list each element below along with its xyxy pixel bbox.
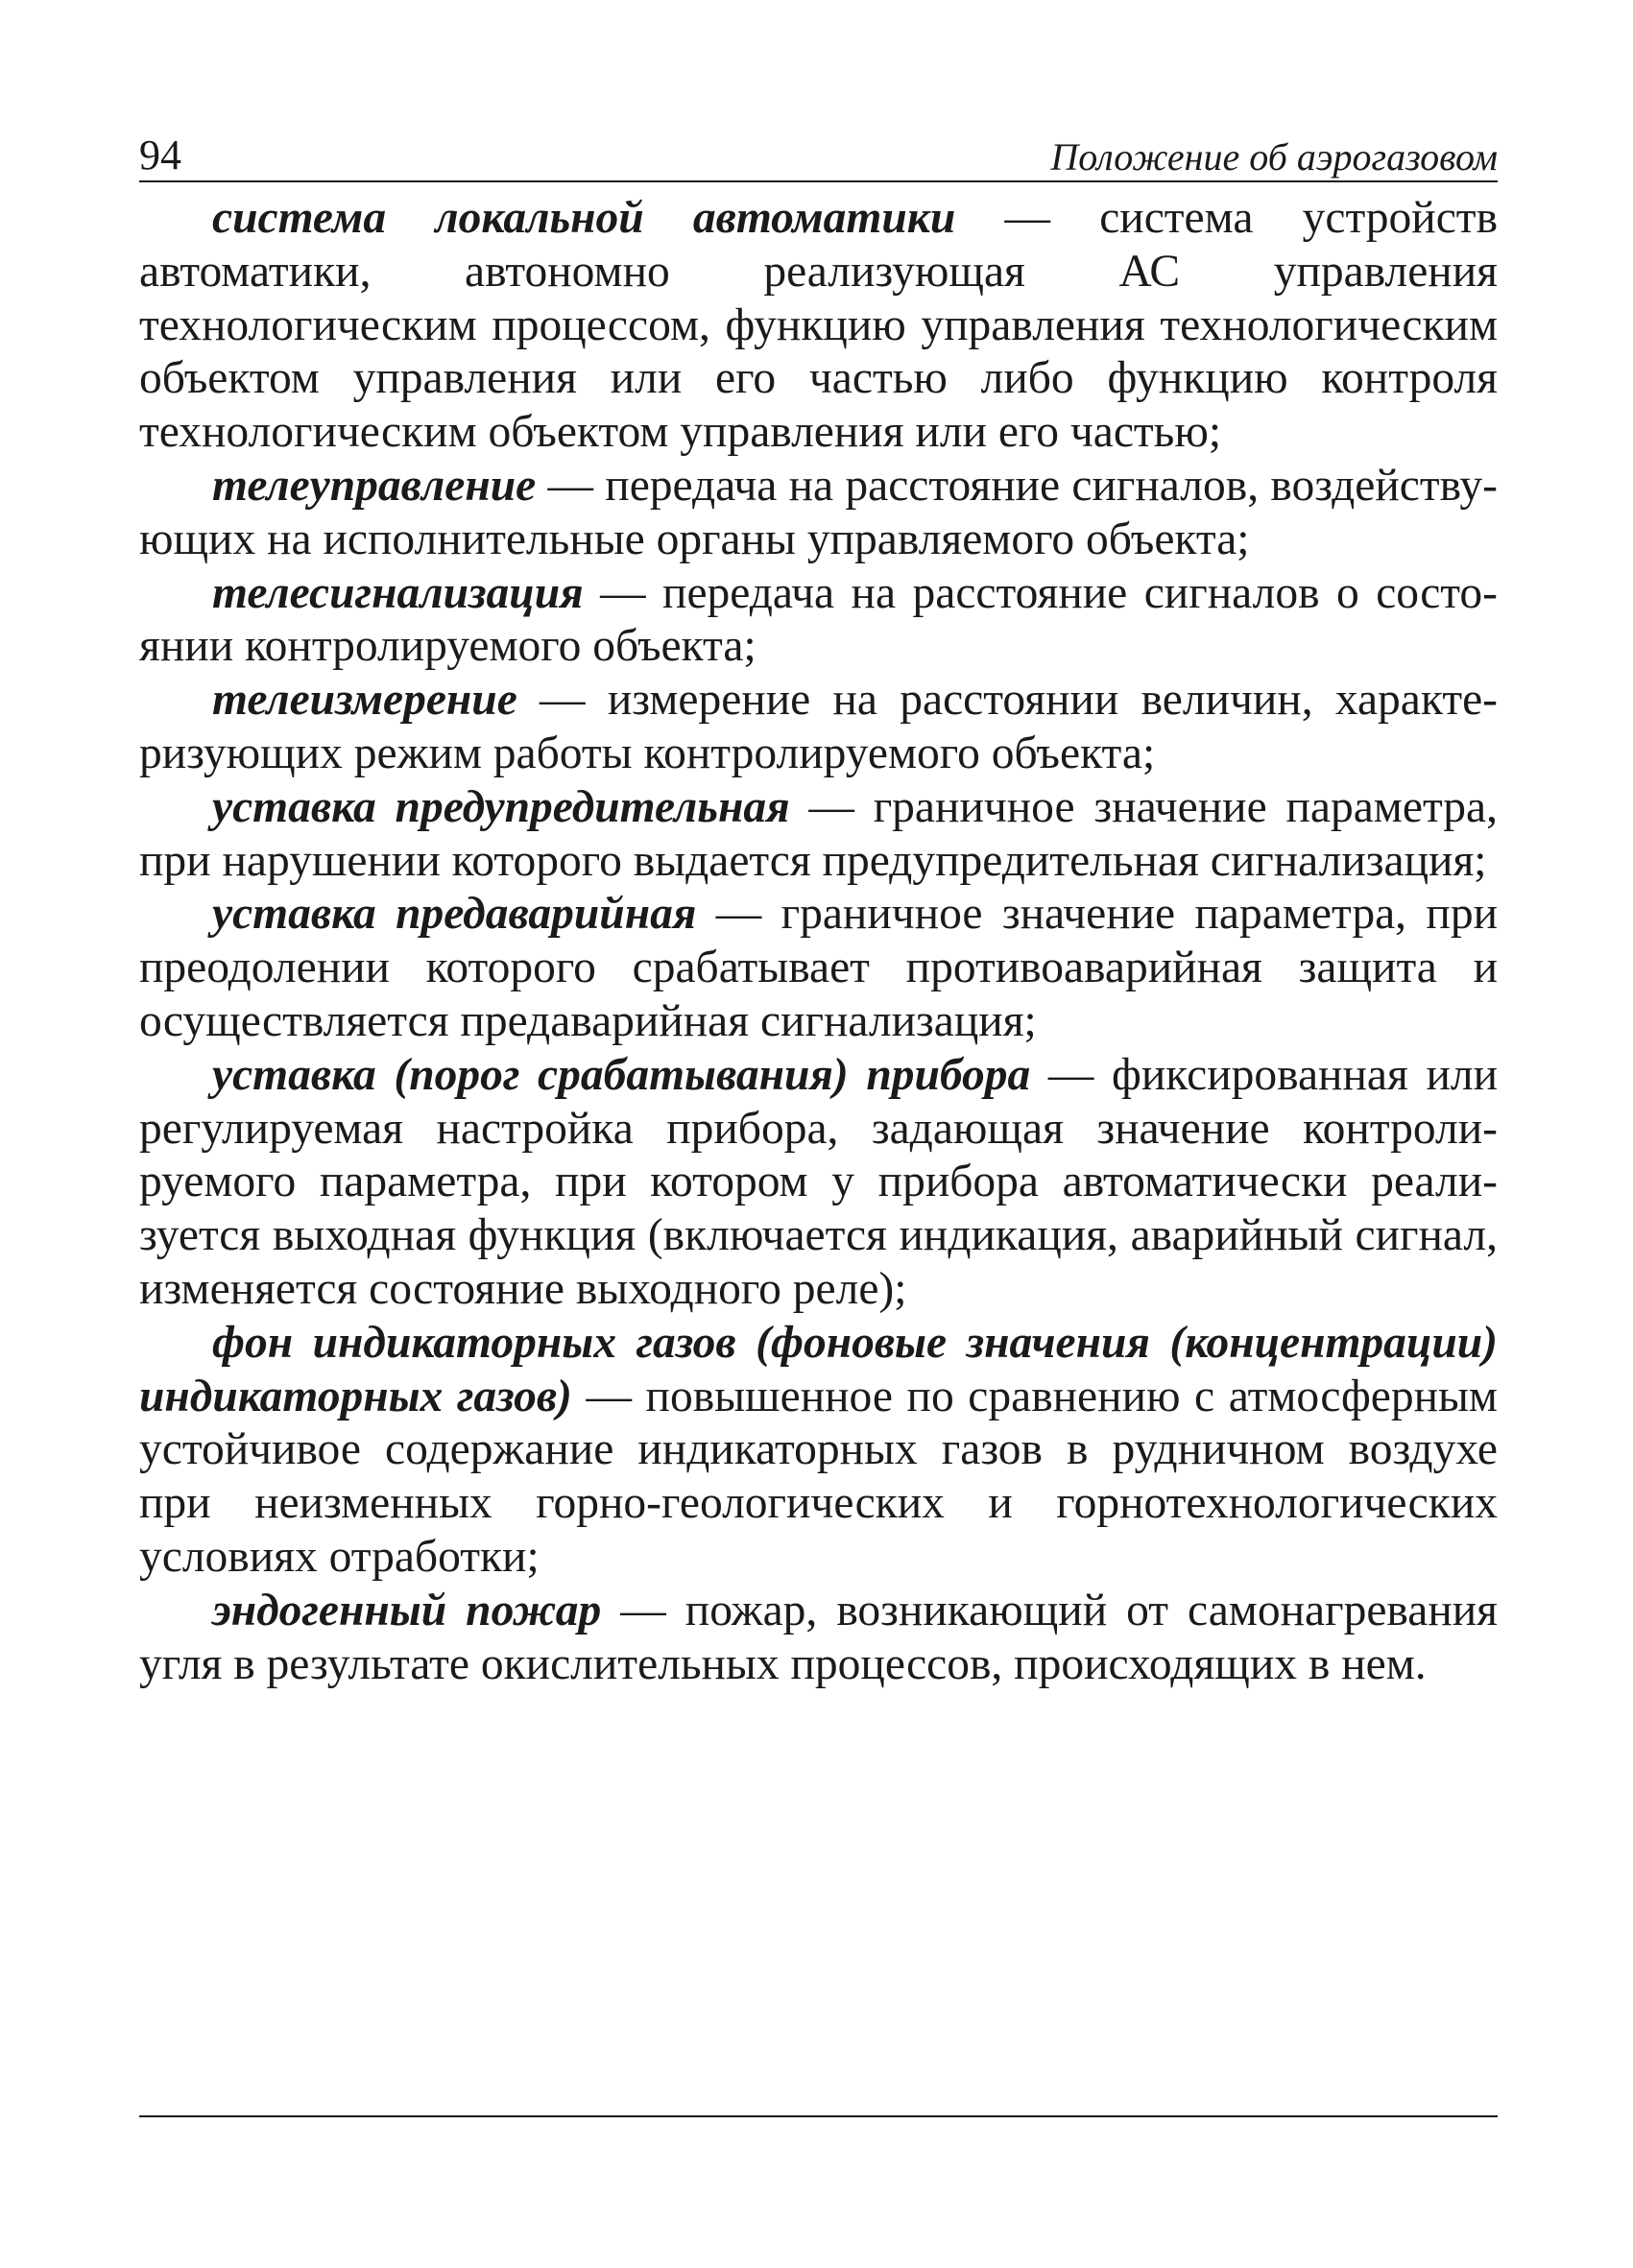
footer-divider	[139, 2115, 1498, 2117]
definition-entry	[139, 192, 1498, 460]
definition-entry	[139, 888, 1498, 1048]
definition-text: — измерение на расстоянии величин, характеризующих режим работы контролируемого объекта;	[139, 675, 1498, 778]
definition-term: система локальной автоматики	[212, 193, 956, 243]
definition-entry	[139, 1585, 1498, 1692]
definition-text: — пожар, возникающий от самонагревания угля в результате окислительных процессов, происходящих в нем.	[139, 1585, 1499, 1689]
definition-entry	[139, 781, 1498, 889]
definition-term: уставка (порог срабатывания) прибора	[212, 1049, 1031, 1100]
definition-entry	[139, 674, 1498, 781]
running-header	[139, 127, 1498, 182]
definition-text: — граничное значение параметра, при нарушении которого выдается предупредительная сигнализация;	[139, 781, 1498, 886]
definition-entry	[139, 1049, 1498, 1317]
definition-term: уставка предупредительная	[212, 781, 790, 832]
page-number: 94	[139, 131, 181, 179]
definition-term: уставка предаварийная	[212, 889, 697, 940]
definition-text: — граничное значение параметра, при преодолении которого срабатывает противоаварийная защита и осуществляется предаварийная сигнализация;	[139, 889, 1499, 1046]
definition-term: телесигнализация	[212, 567, 584, 618]
definition-text: — фиксированная или регулируемая настройка прибора, задающая значение контролируемого параметра, при котором у прибора автоматически реализуется выходная функция (включается индикация, аварийный сигнал, изменяется состояние выходного реле);	[139, 1049, 1498, 1314]
definition-term: телеуправление	[212, 460, 537, 511]
definition-text: — повышенное по сравнению с атмосферным устойчивое содержание индикаторных газов в рудничном воздухе при неизменных горно-геологических и горнотехнологических условиях отработки;	[139, 1371, 1498, 1582]
definition-text: — передача на расстояние сигналов, воздействующих на исполнительные органы управляемого объекта;	[139, 460, 1498, 564]
definition-term: эндогенный пожар	[212, 1585, 602, 1635]
definition-entry	[139, 460, 1498, 567]
definition-entry	[139, 567, 1498, 675]
definition-term: телеизмерение	[212, 675, 517, 726]
definition-entry	[139, 1317, 1498, 1585]
definitions-list	[139, 192, 1498, 1691]
definition-term: фон индикаторных газов (фоновые значения (концентрации) индикаторных газов)	[139, 1317, 1498, 1421]
running-title: Положение об аэрогазовом	[1050, 135, 1498, 179]
definition-text: — система устройств автоматики, автономно реализующая АС управления технологическим процессом, функцию управления технологическим объектом управления или его частью либо функцию контроля технологическим объектом управления или его частью;	[139, 193, 1498, 458]
definition-text: — передача на расстояние сигналов о состоянии контролируемого объекта;	[139, 567, 1498, 672]
